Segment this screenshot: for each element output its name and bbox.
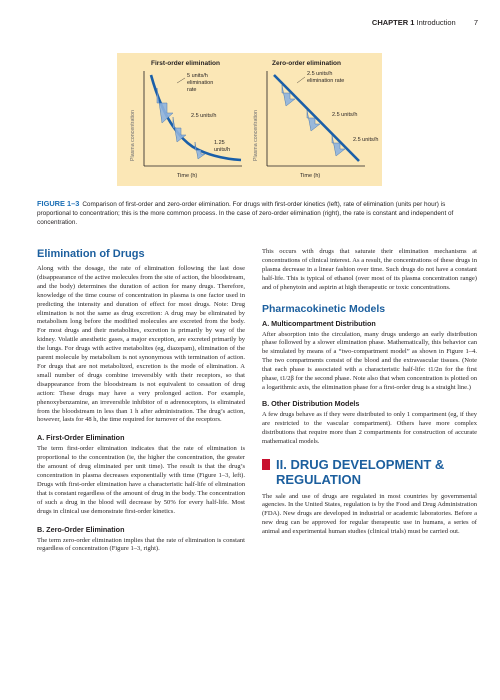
right-ylabel: Plasma concentration bbox=[253, 110, 259, 161]
left-column bbox=[37, 248, 245, 554]
left-xlabel: Time (h) bbox=[177, 173, 198, 179]
left-label-3: rate bbox=[187, 87, 197, 93]
right-xlabel: Time (h) bbox=[300, 173, 321, 179]
figure-panel bbox=[117, 53, 382, 186]
paragraph-zero-order: The term zero-order elimination implies that the rate of elimination is constant regardless of concentration (Figure 1–3, right). bbox=[37, 536, 245, 553]
heading-elimination: Elimination of Drugs bbox=[37, 248, 145, 260]
right-column bbox=[262, 248, 477, 537]
heading-pk-models: Pharmacokinetic Models bbox=[262, 302, 386, 315]
paragraph-first-order: The term first-order elimination indicates that the rate of elimination is proportional to the concentration (ie, the higher the concentration, the greater the amount of drug eliminated per unit time). The result is that the drug’s concentration in plasma decreases exponentially with time (Figure 1–3, left). Drugs with first-order elimination have a characteristic half-life of elimination that is constant regardless of the amount of drug in the body. The concentration of such a drug in the blood will decrease by 50% for every half-life. Most drugs in clinical use demonstrate first-order kinetics. bbox=[37, 445, 245, 515]
right-label-2: elimination rate bbox=[307, 78, 345, 84]
heading-drug-development bbox=[262, 457, 477, 487]
zero-order-line bbox=[274, 75, 359, 161]
paragraph-elimination: Along with the dosage, the rate of elimination following the last dose (disappearance of the active molecules from the site of action, the bloodstream, and the body) determines the duration of action for many drugs. Therefore, knowledge of the time course of concentration in plasma is one factor used in predicting the intensity and duration of effect for most drugs. Note: Drug elimination is not the same as drug excretion: A drug may be eliminated by metabolism long before the modified molecules are excreted from the body. For most drugs and their metabolites, excretion is primarily by way of the kidney. Volatile anesthetic gases, a major exception, are excreted primarily by the lungs. For drugs with active metabolites (eg, diazepam), elimination of the parent molecule by metabolism is not synonymous with termination of action. For drugs that are not metabolized, excretion is the mode of elimination. A small number of drugs combine irreversibly with their receptors, so that disappearance from the bloodstream is not equivalent to cessation of drug action: These drugs may have a very prolonged action. For example, phenoxybenzamine, an irreversible inhibitor of α adrenoceptors, is eliminated from the bloodstream in less than 1 h after administration. The drug’s action, however, lasts for 48 h, the time required for turnover of the receptors. bbox=[37, 265, 245, 424]
running-header bbox=[0, 18, 478, 27]
left-chart-title: First-order elimination bbox=[151, 60, 220, 67]
left-ylabel: Plasma concentration bbox=[130, 110, 136, 161]
section-marker bbox=[262, 459, 270, 470]
right-label-4: 2.5 units/h bbox=[353, 137, 379, 143]
heading-multicompartment: A. Multicompartment Distribution bbox=[262, 318, 376, 328]
chapter-label: CHAPTER 1 bbox=[371, 18, 415, 27]
figure-caption bbox=[37, 199, 477, 227]
paragraph-zero-order-cont: This occurs with drugs that saturate their elimination mechanisms at concentrations of clinical interest. As a result, the concentrations of these drugs in plasma decrease in a linear fashion over time. Such drugs do not have a constant half-life. This is typical of ethanol (over most of its plasma concentration range) and of phenytoin and aspirin at high therapeutic or toxic concentrations. bbox=[262, 248, 477, 291]
paragraph-other-models: A few drugs behave as if they were distributed to only 1 compartment (eg, if they are restricted to the vascular compartment). Others have more complex distributions that require more than 2 compartments for construction of accurate mathematical models. bbox=[262, 410, 477, 445]
left-label-4: 2.5 units/h bbox=[191, 113, 217, 119]
heading-zero-order: B. Zero-Order Elimination bbox=[37, 524, 125, 534]
left-label-2: elimination bbox=[187, 80, 214, 86]
right-chart-title: Zero-order elimination bbox=[272, 60, 341, 67]
heading-first-order: A. First-Order Elimination bbox=[37, 433, 125, 443]
right-drops bbox=[282, 85, 345, 156]
heading-other-models: B. Other Distribution Models bbox=[262, 398, 360, 408]
figure-label: FIGURE 1–3 bbox=[37, 199, 80, 208]
left-label-6: units/h bbox=[214, 147, 231, 153]
heading-drug-development-text: II. DRUG DEVELOPMENT & REGULATION bbox=[276, 456, 445, 487]
caption-text: Comparison of first-order and zero-order elimination. For drugs with first-order kinetics (left), rate of elimination (units per hour) is proportional to concentration; this is the more common process. In the case of zero-order elimination (right), the rate is constant and independent of concentration. bbox=[37, 201, 454, 226]
right-label-1: 2.5 units/h bbox=[307, 71, 333, 77]
left-label-1: 5 units/h bbox=[187, 73, 208, 79]
left-label-5: 1.25 bbox=[214, 140, 225, 146]
chapter-title: Introduction bbox=[416, 18, 456, 27]
paragraph-multicompartment: After absorption into the circulation, many drugs undergo an early distribution phase followed by a slower elimination phase. Mathematically, this behavior can be simulated by means of a “two-compartment model” as shown in Figure 1–4. The two compartments consist of the blood and the extravascular tissues. (Note that each phase is associated with a characteristic half-life: t1/2α for the first phase, t1/2β for the second phase. Note also that when concentration is plotted on a logarithmic axis, the elimination phase for a first-order drug is a straight line.) bbox=[262, 330, 477, 391]
right-label-3: 2.5 units/h bbox=[332, 112, 358, 118]
page-number: 7 bbox=[473, 18, 478, 27]
paragraph-regulation: The sale and use of drugs are regulated in most countries by governmental agencies. In the United States, regulation is by the Food and Drug Administration (FDA). New drugs are developed in industrial or academic laboratories. Before a new drug can be approved for regular therapeutic use in humans, a series of animal and experimental human studies (clinical trials) must be carried out. bbox=[262, 492, 477, 536]
